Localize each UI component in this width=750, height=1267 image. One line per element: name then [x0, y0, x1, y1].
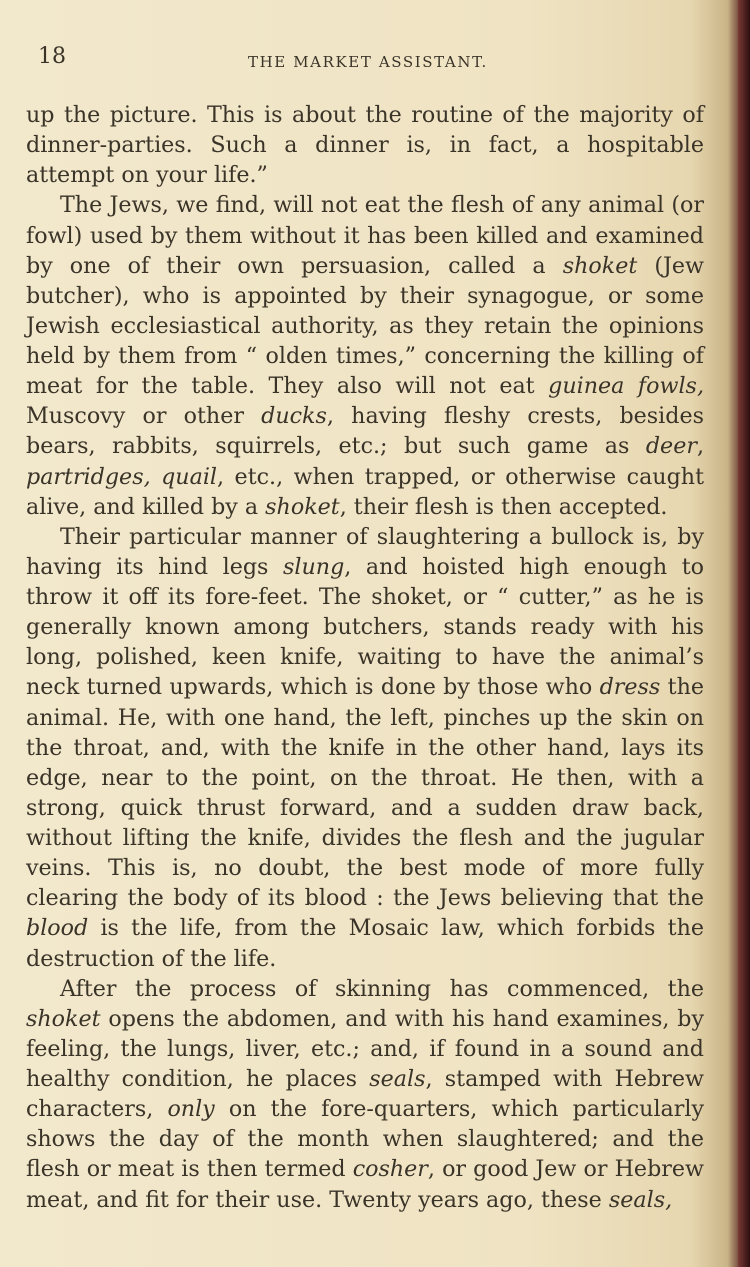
italic-segment: shoket: [562, 252, 638, 279]
text-segment: , and hoisted high enough to throw it off its fore-feet. The shoket, or “ cutter,” as he is generally known among butchers, stands ready with his long, polished, keen knife, waiting to have the animal’s neck turned upwards, which is done by those who: [26, 553, 704, 701]
text-segment: Their particular manner of slaughtering a bullock is, by having its hind legs: [26, 523, 704, 580]
text-segment: up the picture. This is about the routine of the majority of dinner-parties. Such a dinner is, in fact, a hospitable attempt on your life.”: [26, 102, 704, 189]
italic-segment: slung: [283, 553, 345, 580]
paragraph: [26, 974, 704, 1215]
italic-segment: cosher: [352, 1156, 428, 1183]
text-segment: , stamped with Hebrew characters,: [26, 1066, 704, 1123]
italic-segment: seals,: [608, 1186, 673, 1213]
body-text: [26, 100, 704, 1215]
text-segment: is the life, from the Mosaic law, which forbids the destruction of the life.: [26, 915, 704, 972]
italic-segment: dress: [599, 674, 661, 701]
text-segment: (Jew butcher), who is appointed by their synagogue, or some Jewish ecclesiastical authority, as they retain the opinions held by them from “ olden times,” concerning the killing of meat for the table. They also will not eat: [26, 252, 704, 400]
text-segment: ,: [696, 433, 704, 460]
text-segment: opens the abdomen, and with his hand examines, by feeling, the lungs, liver, etc.; and, if found in a sound and healthy condition, he places: [26, 1005, 704, 1092]
text-segment: the animal. He, with one hand, the left, pinches up the skin on the throat, and, with the knife in the other hand, lays its edge, near to the point, on the throat. He then, with a strong, quick thrust forward, and a sudden draw back, without lifting the knife, divides the flesh and the jugular veins. This is, no doubt, the best mode of more fully clearing the body of its blood : the Jews believing that the: [26, 674, 704, 912]
italic-segment: only: [167, 1096, 215, 1123]
book-spine-edge: [738, 0, 750, 1267]
text-segment: , having fleshy crests, besides bears, rabbits, squirrels, etc.; but such game as: [26, 403, 704, 460]
italic-segment: blood: [26, 915, 89, 942]
italic-segment: shoket: [26, 1005, 101, 1032]
running-title: THE MARKET ASSISTANT.: [248, 53, 488, 71]
italic-segment: guinea fowls,: [548, 373, 705, 400]
italic-segment: partridges, quail: [26, 463, 218, 490]
italic-segment: ducks: [261, 403, 327, 430]
text-segment: , or good Jew or Hebrew meat, and fit for their use. Twenty years ago, these: [26, 1156, 704, 1213]
text-segment: on the fore-quarters, which particularly shows the day of the month when slaughtered; and the flesh or meat is then termed: [26, 1096, 704, 1183]
text-segment: , etc., when trapped, or otherwise caught alive, and killed by a: [26, 463, 704, 520]
page-number: 18: [38, 44, 66, 69]
italic-segment: deer: [645, 433, 697, 460]
paragraph: [26, 190, 704, 521]
italic-segment: shoket: [265, 493, 340, 520]
italic-segment: seals: [369, 1066, 426, 1092]
page-header: [38, 40, 698, 80]
paragraph: [26, 100, 704, 190]
paragraph: [26, 522, 704, 974]
text-segment: After the process of skinning has commenced, the: [60, 975, 704, 1002]
text-segment: , their flesh is then accepted.: [339, 493, 668, 520]
text-segment: The Jews, we find, will not eat the flesh of any animal (or fowl) used by them without it has been killed and examined by one of their own persuasion, called a: [26, 192, 704, 279]
text-segment: Muscovy or other: [26, 403, 262, 430]
